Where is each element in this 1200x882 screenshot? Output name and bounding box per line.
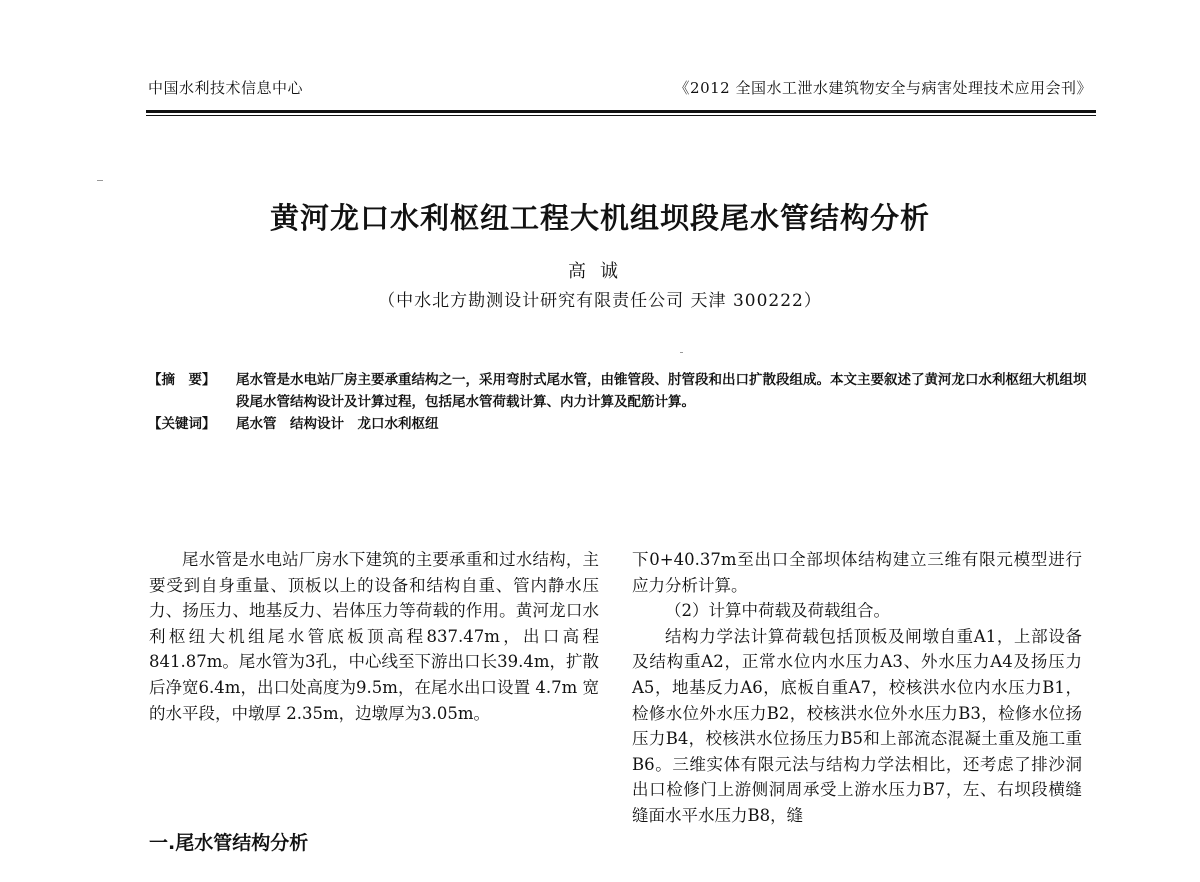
header-rule-thick	[146, 110, 1096, 113]
abstract-text: 尾水管是水电站厂房主要承重结构之一，采用弯肘式尾水管，由锥管段、肘管段和出口扩散段组成。本文主要叙述了黄河龙口水利枢纽大机组坝段尾水管结构设计及计算过程，包括尾水管荷载计算、内力计算及配筋计算。	[236, 372, 1087, 410]
keywords-row	[148, 413, 1096, 435]
body-column-left	[149, 547, 599, 726]
abstract-label: 【摘 要】	[148, 372, 216, 388]
paper-author: 高诚	[568, 261, 632, 282]
keywords-label: 【关键词】	[148, 416, 216, 432]
body-paragraph: 尾水管是水电站厂房水下建筑的主要承重和过水结构，主要受到自身重量、顶板以上的设备和结构自重、管内静水压力、扬压力、地基反力、岩体压力等荷载的作用。黄河龙口水利枢纽大机组尾水管底板顶高程837.47m，出口高程841.87m。尾水管为3孔，中心线至下游出口长39.4m，扩散后净宽6.4m，出口处高度为9.5m，在尾水出口设置 4.7m 宽的水平段，中墩厚 2.35m，边墩厚为3.05m。	[149, 550, 599, 723]
body-paragraph: 结构力学法计算荷载包括顶板及闸墩自重A1，上部设备及结构重A2，正常水位内水压力A3、外水压力A4及扬压力A5，地基反力A6，底板自重A7，校核洪水位内水压力B1，检修水位外水压力B2，校核洪水位外水压力B3，检修水位扬压力B4，校核洪水位扬压力B5和上部流态混凝土重及施工重B6。三维实体有限元法与结构力学法相比，还考虑了排沙洞出口检修门上游侧洞周承受上游水压力B7，左、右坝段横缝缝面水平水压力B8，缝	[632, 626, 1082, 825]
body-paragraph: （2）计算中荷载及荷载组合。	[665, 601, 890, 621]
header-rule-thin	[146, 115, 1096, 116]
paper-title: 黄河龙口水利枢纽工程大机组坝段尾水管结构分析	[269, 201, 930, 235]
running-header-left: 中国水利技术信息中心	[148, 79, 304, 97]
body-column-right	[632, 547, 1082, 829]
abstract-block	[148, 369, 1096, 435]
running-header-right: 《2012 全国水工泄水建筑物安全与病害处理技术应用会刊》	[674, 79, 1092, 97]
paper-affiliation: （中水北方勘测设计研究有限责任公司 天津 300222）	[378, 291, 822, 311]
scan-speck	[680, 352, 683, 353]
keywords-text: 尾水管 结构设计 龙口水利枢纽	[236, 416, 439, 432]
scan-speck	[97, 180, 103, 181]
section-heading: 一.尾水管结构分析	[149, 832, 309, 854]
body-paragraph: 下0+40.37m至出口全部坝体结构建立三维有限元模型进行应力分析计算。	[632, 550, 1082, 595]
abstract-row	[148, 369, 1096, 413]
